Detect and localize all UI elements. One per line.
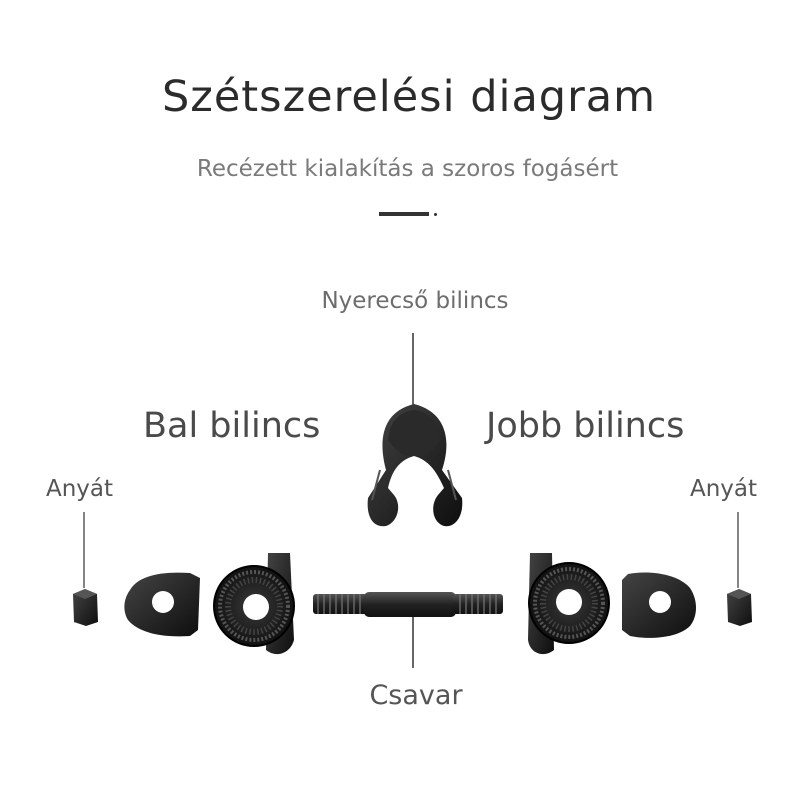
label-left-clamp: Bal bilincs: [143, 406, 321, 446]
seat-post-clamp: [368, 404, 463, 526]
label-nut-left: Anyát: [46, 476, 114, 502]
diagram-subtitle: Recézett kialakítás a szoros fogásért: [196, 156, 619, 182]
threaded-screw: [313, 592, 503, 617]
label-seat-clamp: Nyerecső bilincs: [321, 288, 509, 314]
label-right-clamp: Jobb bilincs: [486, 406, 685, 446]
right-knurled-clamp: [528, 553, 609, 654]
diagram-title: Szétszerelési diagram: [161, 72, 657, 122]
left-knurled-clamp: [214, 553, 294, 654]
label-nut-right: Anyát: [690, 476, 758, 502]
right-nut: [727, 589, 752, 626]
right-washer-plate: [622, 573, 696, 638]
left-nut: [73, 589, 98, 626]
left-washer-plate: [124, 573, 200, 637]
label-screw: Csavar: [369, 680, 463, 711]
